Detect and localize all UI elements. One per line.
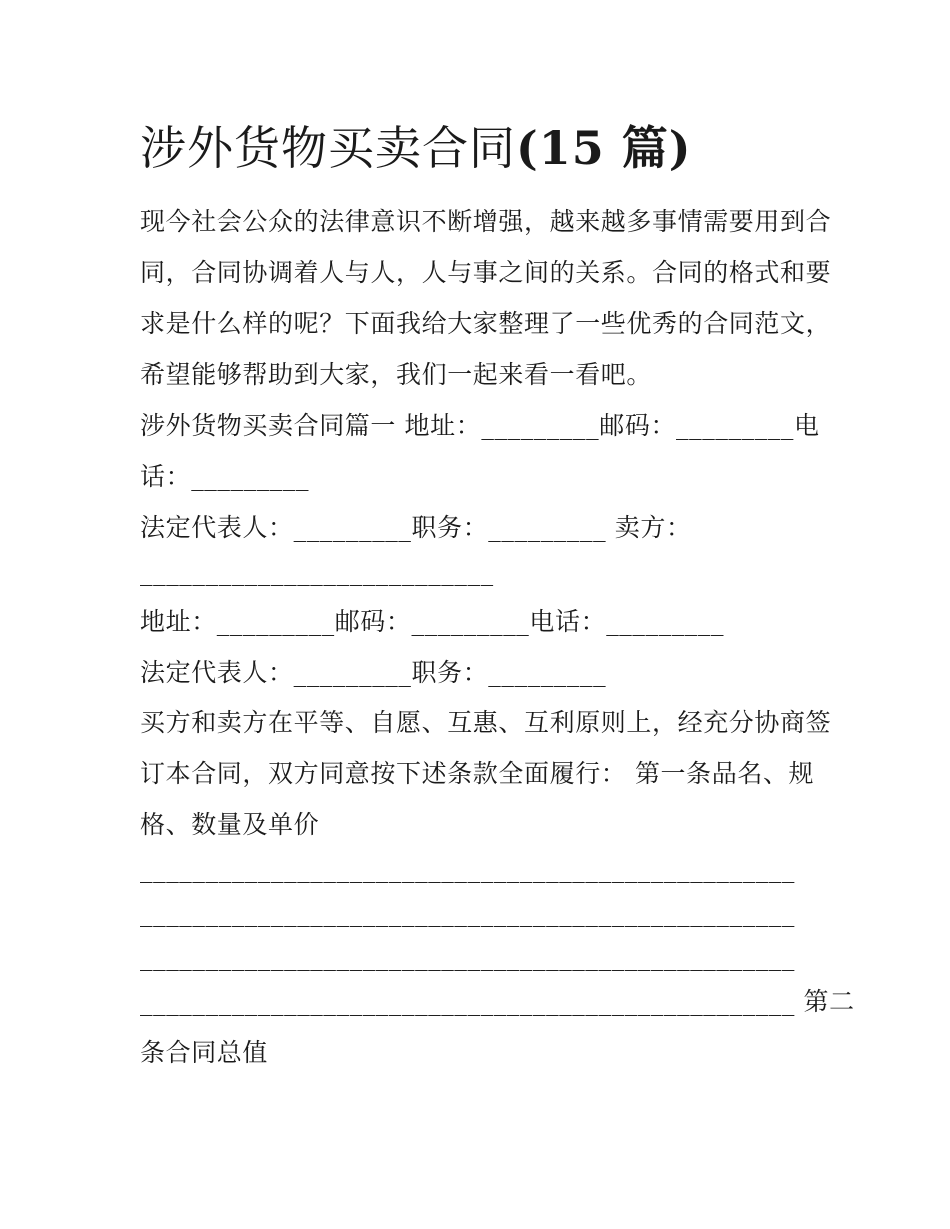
paragraph-line: __________________________________________________ 第二 [140,987,855,1016]
title-count: (15 [516,121,605,175]
paragraph-line: 订本合同，双方同意按下述条款全面履行： 第一条品名、规 [140,759,815,788]
paragraph-line: 求是什么样的呢？下面我给大家整理了一些优秀的合同范文， [140,309,832,338]
paragraph-line: 希望能够帮助到大家，我们一起来看一看吧。 [140,360,653,389]
paragraph-line: ___________________________ [140,557,494,586]
paragraph-line: 条合同总值 [140,1038,269,1067]
document-title [140,118,692,178]
paragraph-line: 地址：_________邮码：_________电话：_________ [140,607,725,636]
paragraph-line: 法定代表人：_________职务：_________ [140,658,607,687]
paragraph-line: __________________________________________________ [140,854,795,883]
paragraph-line: __________________________________________________ [140,898,795,927]
paragraph-line: 买方和卖方在平等、自愿、互惠、互利原则上，经充分协商签 [140,708,832,737]
paragraph-line: 现今社会公众的法律意识不断增强，越来越多事情需要用到合 [140,207,832,236]
paragraph-line: 法定代表人：_________职务：_________ 卖方： [140,513,692,542]
paragraph-line: 同，合同协调着人与人，人与事之间的关系。合同的格式和要 [140,258,832,287]
title-tail: 篇) [604,121,692,175]
paragraph-line: 话：_________ [140,462,310,491]
paragraph-line: 涉外货物买卖合同篇一 地址：_________邮码：_________电 [140,411,820,440]
paragraph-line: 格、数量及单价 [140,810,320,839]
paragraph-line: __________________________________________________ [140,942,795,971]
title-main: 涉外货物买卖合同 [140,121,516,175]
